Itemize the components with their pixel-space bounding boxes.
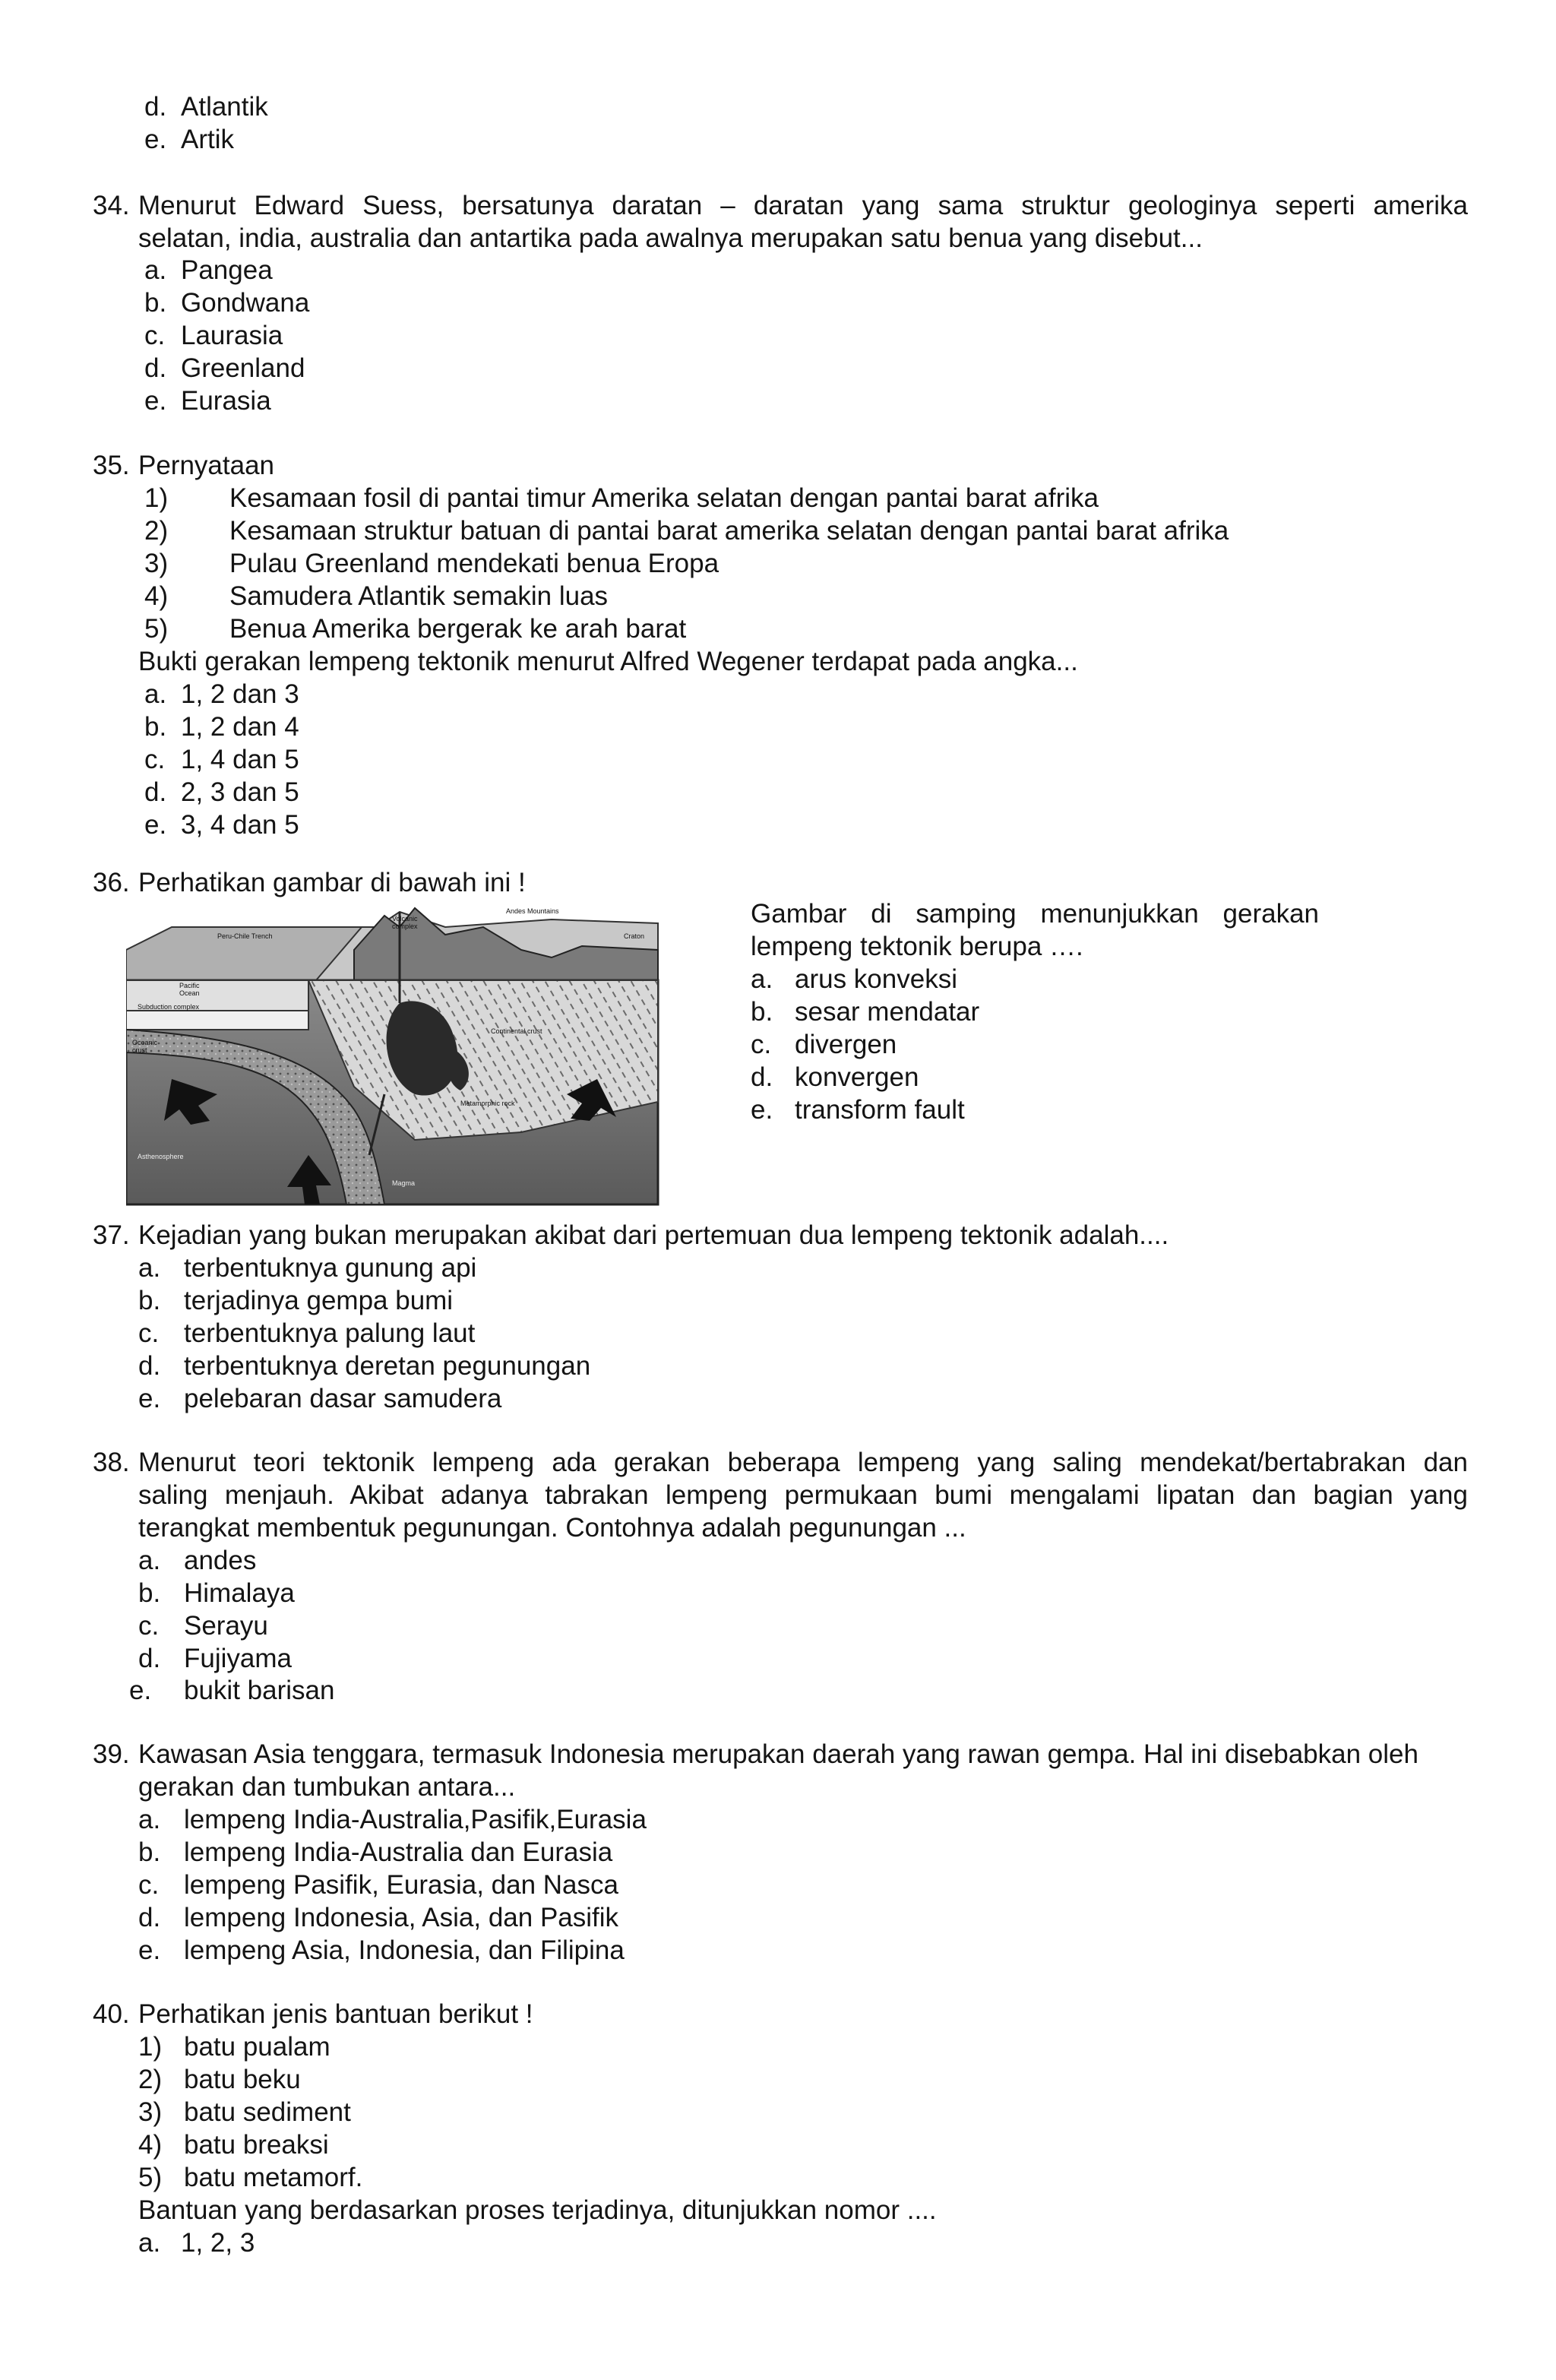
option-text: Laurasia	[181, 321, 283, 350]
option-letter: e.	[144, 810, 167, 840]
question-stem: Menurut teori tektonik lempeng ada gerakan beberapa lempeng yang saling mendekat/bertabrakan dan	[138, 1448, 1468, 1477]
question-number: 35.	[93, 451, 130, 480]
statement-text: batu beku	[184, 2065, 301, 2094]
option-text: lempeng India-Australia dan Eurasia	[184, 1837, 613, 1867]
option-letter: a.	[138, 1805, 161, 1834]
option-letter: a.	[138, 1546, 161, 1575]
label-volcanic: Volcanic	[392, 915, 418, 923]
option-text: Eurasia	[181, 386, 271, 416]
option-text: 1, 2, 3	[181, 2228, 255, 2258]
option-text: 1, 2 dan 3	[181, 679, 299, 709]
statement-text: Benua Amerika bergerak ke arah barat	[229, 614, 687, 644]
option-text: arus konveksi	[795, 964, 957, 994]
question-stem: Gambar di samping menunjukkan gerakan	[751, 899, 1319, 929]
option-text: andes	[184, 1546, 257, 1575]
option-letter: a.	[751, 964, 773, 994]
question-intro: Pernyataan	[138, 451, 275, 480]
option-text: Himalaya	[184, 1578, 295, 1608]
option-letter: d.	[144, 777, 167, 807]
option-text: lempeng Pasifik, Eurasia, dan Nasca	[184, 1870, 618, 1900]
option-text: Gondwana	[181, 288, 310, 318]
option-text: Pangea	[181, 255, 273, 285]
option-letter: b.	[144, 288, 167, 318]
label-andes: Andes Mountains	[506, 907, 559, 915]
option-letter: d.	[138, 1903, 161, 1932]
plate-subduction-diagram	[126, 904, 672, 1210]
statement-number: 4)	[144, 581, 169, 611]
label-crust: crust	[132, 1046, 147, 1054]
option-text: lempeng Indonesia, Asia, dan Pasifik	[184, 1903, 619, 1932]
option-letter: d.	[144, 353, 167, 383]
question-stem: saling menjauh. Akibat adanya tabrakan lempeng permukaan bumi mengalami lipatan dan bagian yang	[138, 1480, 1468, 1510]
statement-number: 5)	[138, 2163, 163, 2192]
option-text: terjadinya gempa bumi	[184, 1286, 454, 1315]
option-letter: c.	[144, 745, 166, 774]
option-text: 1, 2 dan 4	[181, 712, 299, 742]
label-pacific: Pacific	[179, 982, 200, 989]
option-letter: b.	[144, 712, 167, 742]
question-number: 39.	[93, 1739, 130, 1769]
question-stem: gerakan dan tumbukan antara...	[138, 1772, 516, 1802]
option-letter: c.	[751, 1030, 772, 1059]
question-number: 37.	[93, 1220, 130, 1250]
question-stem: Kawasan Asia tenggara, termasuk Indonesia merupakan daerah yang rawan gempa. Hal ini disebabkan oleh	[138, 1739, 1418, 1769]
label-craton: Craton	[624, 932, 645, 940]
option-letter: e.	[144, 125, 167, 154]
question-intro: Perhatikan gambar di bawah ini !	[138, 868, 526, 897]
label-asthenosphere: Asthenosphere	[138, 1153, 184, 1160]
question-number: 38.	[93, 1448, 130, 1477]
question-stem: Kejadian yang bukan merupakan akibat dari pertemuan dua lempeng tektonik adalah....	[138, 1220, 1169, 1250]
question-stem: Bukti gerakan lempeng tektonik menurut Alfred Wegener terdapat pada angka...	[138, 647, 1078, 676]
statement-number: 1)	[138, 2032, 163, 2062]
option-letter: b.	[751, 997, 773, 1027]
option-letter: e.	[129, 1676, 152, 1705]
option-text: Greenland	[181, 353, 305, 383]
option-text: sesar mendatar	[795, 997, 980, 1027]
option-letter: e.	[751, 1095, 773, 1125]
option-text: terbentuknya deretan pegunungan	[184, 1351, 591, 1381]
option-letter: a.	[138, 1253, 161, 1283]
option-letter: c.	[138, 1870, 160, 1900]
statement-text: Kesamaan struktur batuan di pantai barat amerika selatan dengan pantai barat afrika	[229, 516, 1229, 546]
option-letter: d.	[144, 92, 167, 122]
label-ocean: Ocean	[179, 989, 200, 997]
statement-text: Pulau Greenland mendekati benua Eropa	[229, 549, 719, 578]
statement-text: batu sediment	[184, 2097, 351, 2127]
option-text: terbentuknya palung laut	[184, 1318, 476, 1348]
option-letter: c.	[144, 321, 166, 350]
statement-text: Samudera Atlantik semakin luas	[229, 581, 609, 611]
label-metamorphic: Metamorphic rock	[460, 1100, 515, 1107]
option-letter: d.	[751, 1062, 773, 1092]
option-text: lempeng Asia, Indonesia, dan Filipina	[184, 1935, 625, 1965]
statement-text: batu metamorf.	[184, 2163, 363, 2192]
label-magma: Magma	[392, 1179, 416, 1187]
option-letter: c.	[138, 1611, 160, 1641]
option-text: terbentuknya gunung api	[184, 1253, 477, 1283]
option-letter: e.	[138, 1935, 161, 1965]
statement-number: 2)	[144, 516, 169, 546]
option-letter: a.	[144, 255, 167, 285]
statement-number: 2)	[138, 2065, 163, 2094]
question-stem: terangkat membentuk pegunungan. Contohnya adalah pegunungan ...	[138, 1513, 966, 1543]
question-stem: lempeng tektonik berupa ….	[751, 932, 1083, 961]
question-stem: selatan, india, australia dan antartika pada awalnya merupakan satu benua yang disebut...	[138, 223, 1203, 253]
question-intro: Perhatikan jenis bantuan berikut !	[138, 1999, 533, 2029]
option-text: transform fault	[795, 1095, 965, 1125]
option-text: pelebaran dasar samudera	[184, 1384, 502, 1413]
option-letter: e.	[144, 386, 167, 416]
statement-number: 5)	[144, 614, 169, 644]
question-stem: Menurut Edward Suess, bersatunya daratan – daratan yang sama struktur geologinya seperti amerika	[138, 191, 1468, 220]
option-text: divergen	[795, 1030, 897, 1059]
option-letter: d.	[138, 1644, 161, 1673]
label-volcanic-complex: complex	[392, 923, 418, 930]
label-subduction: Subduction complex	[138, 1003, 200, 1011]
option-text: 1, 4 dan 5	[181, 745, 299, 774]
option-letter: b.	[138, 1578, 161, 1608]
option-text: konvergen	[795, 1062, 919, 1092]
label-trench: Peru-Chile Trench	[217, 932, 273, 940]
option-text: 3, 4 dan 5	[181, 810, 299, 840]
question-number: 34.	[93, 191, 130, 220]
option-text: bukit barisan	[184, 1676, 335, 1705]
statement-text: batu breaksi	[184, 2130, 329, 2160]
option-text: Atlantik	[181, 92, 268, 122]
option-letter: b.	[138, 1837, 161, 1867]
option-text: Artik	[181, 125, 234, 154]
option-letter: b.	[138, 1286, 161, 1315]
label-continental: Continental crust	[491, 1027, 542, 1035]
statement-text: batu pualam	[184, 2032, 330, 2062]
option-letter: d.	[138, 1351, 161, 1381]
question-number: 36.	[93, 868, 130, 897]
question-number: 40.	[93, 1999, 130, 2029]
statement-number: 3)	[138, 2097, 163, 2127]
option-text: Serayu	[184, 1611, 268, 1641]
option-text: 2, 3 dan 5	[181, 777, 299, 807]
statement-number: 4)	[138, 2130, 163, 2160]
statement-number: 3)	[144, 549, 169, 578]
option-letter: a.	[138, 2228, 161, 2258]
option-letter: c.	[138, 1318, 160, 1348]
statement-text: Kesamaan fosil di pantai timur Amerika selatan dengan pantai barat afrika	[229, 483, 1099, 513]
question-stem: Bantuan yang berdasarkan proses terjadinya, ditunjukkan nomor ....	[138, 2195, 937, 2225]
option-text: lempeng India-Australia,Pasifik,Eurasia	[184, 1805, 647, 1834]
statement-number: 1)	[144, 483, 169, 513]
option-text: Fujiyama	[184, 1644, 292, 1673]
subduction-block-diagram	[126, 904, 672, 1210]
label-oceanic: Oceanic	[132, 1039, 158, 1046]
option-letter: e.	[138, 1384, 161, 1413]
option-letter: a.	[144, 679, 167, 709]
